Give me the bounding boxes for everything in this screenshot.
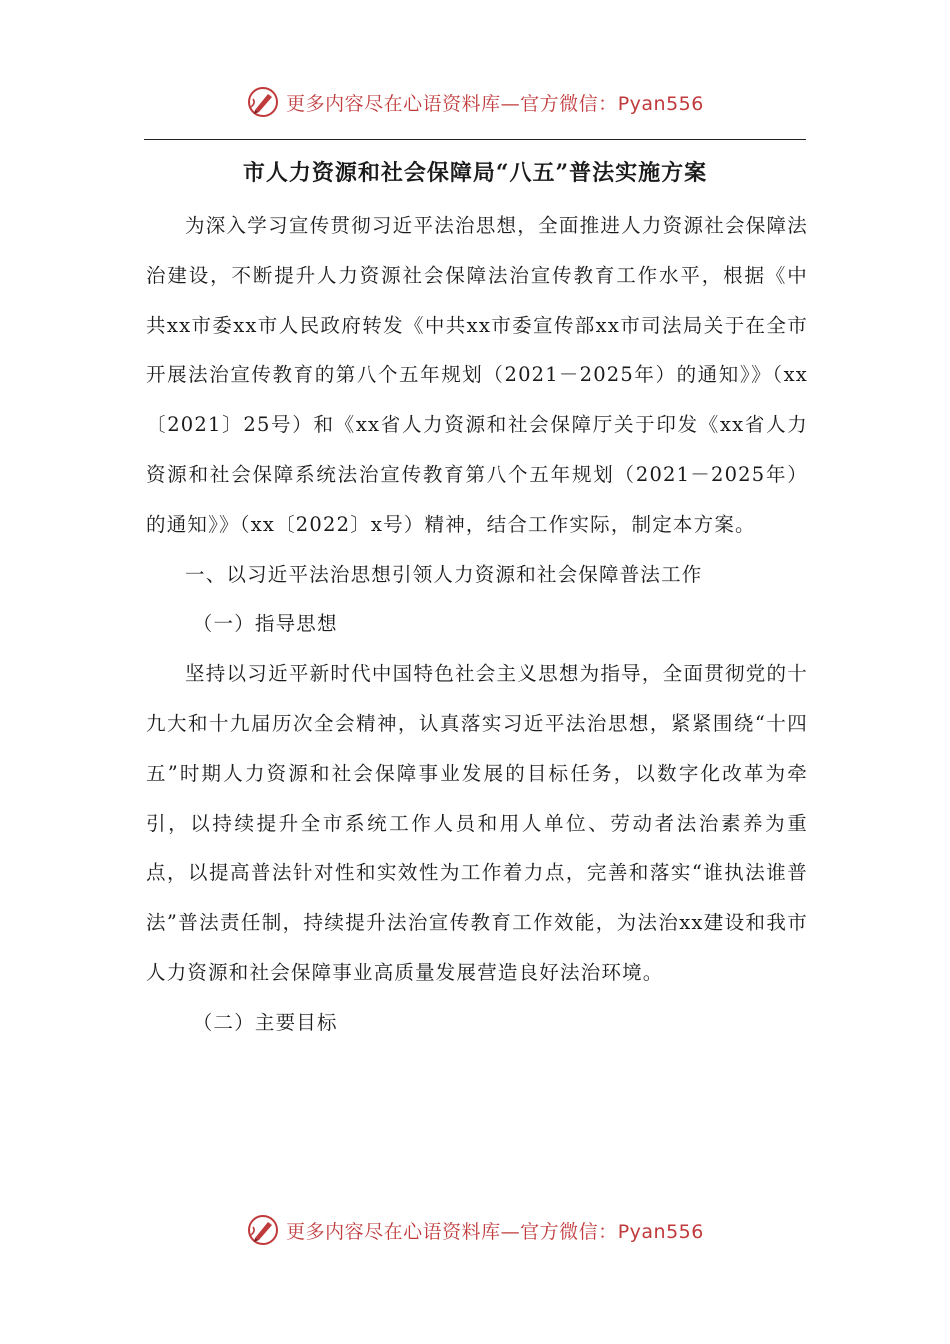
subsection-heading-main-goals: （二）主要目标 — [192, 1010, 338, 1034]
section-heading-1: 一、以习近平法治思想引领人力资源和社会保障普法工作 — [185, 562, 703, 586]
header-banner-text — [286, 89, 704, 116]
header-dash: — — [500, 92, 521, 115]
document-title: 市人力资源和社会保障局“八五”普法实施方案 — [242, 160, 708, 186]
pen-logo-icon — [246, 1213, 280, 1247]
footer-banner — [0, 1210, 950, 1250]
header-wechat-label: 官方微信： — [520, 92, 618, 115]
paragraph-guiding-thought: 坚持以习近平新时代中国特色社会主义思想为指导，全面贯彻党的十九大和十九届历次全会精神，认真落实习近平法治思想，紧紧围绕“十四五”时期人力资源和社会保障事业发展的目标任务，以数字化改革为牵引，以持续提升全市系统工作人员和用人单位、劳动者法治素养为重点，以提高普法针对性和实效性为工作着力点，完善和落实“谁执法谁普法”普法责任制，持续提升法治宣传教育工作效能，为法治xx建设和我市人力资源和社会保障事业高质量发展营造良好法治环境。 — [146, 662, 808, 984]
header-banner — [0, 82, 950, 122]
footer-wechat-id: Pyan556 — [617, 1220, 704, 1243]
pen-logo-icon — [246, 85, 280, 119]
footer-wechat-label: 官方微信： — [520, 1220, 618, 1243]
subsection-heading-guiding-thought: （一）指导思想 — [192, 612, 338, 636]
header-rule — [144, 139, 806, 140]
footer-dash: — — [500, 1220, 521, 1243]
document-body — [146, 201, 808, 1048]
header-brand: 更多内容尽在心语资料库 — [286, 92, 501, 115]
footer-brand: 更多内容尽在心语资料库 — [286, 1220, 501, 1243]
footer-banner-text — [286, 1217, 704, 1244]
paragraph-intro: 为深入学习宣传贯彻习近平法治思想，全面推进人力资源社会保障法治建设，不断提升人力资源社会保障法治宣传教育工作水平，根据《中共xx市委xx市人民政府转发《中共xx市委宣传部xx市司法局关于在全市开展法治宣传教育的第八个五年规划（2021－2025年）的通知》》（xx〔2021〕25号）和《xx省人力资源和社会保障厅关于印发《xx省人力资源和社会保障系统法治宣传教育第八个五年规划（2021－2025年）的通知》》（xx〔2022〕x号）精神，结合工作实际，制定本方案。 — [146, 214, 808, 536]
header-wechat-id: Pyan556 — [617, 92, 704, 115]
